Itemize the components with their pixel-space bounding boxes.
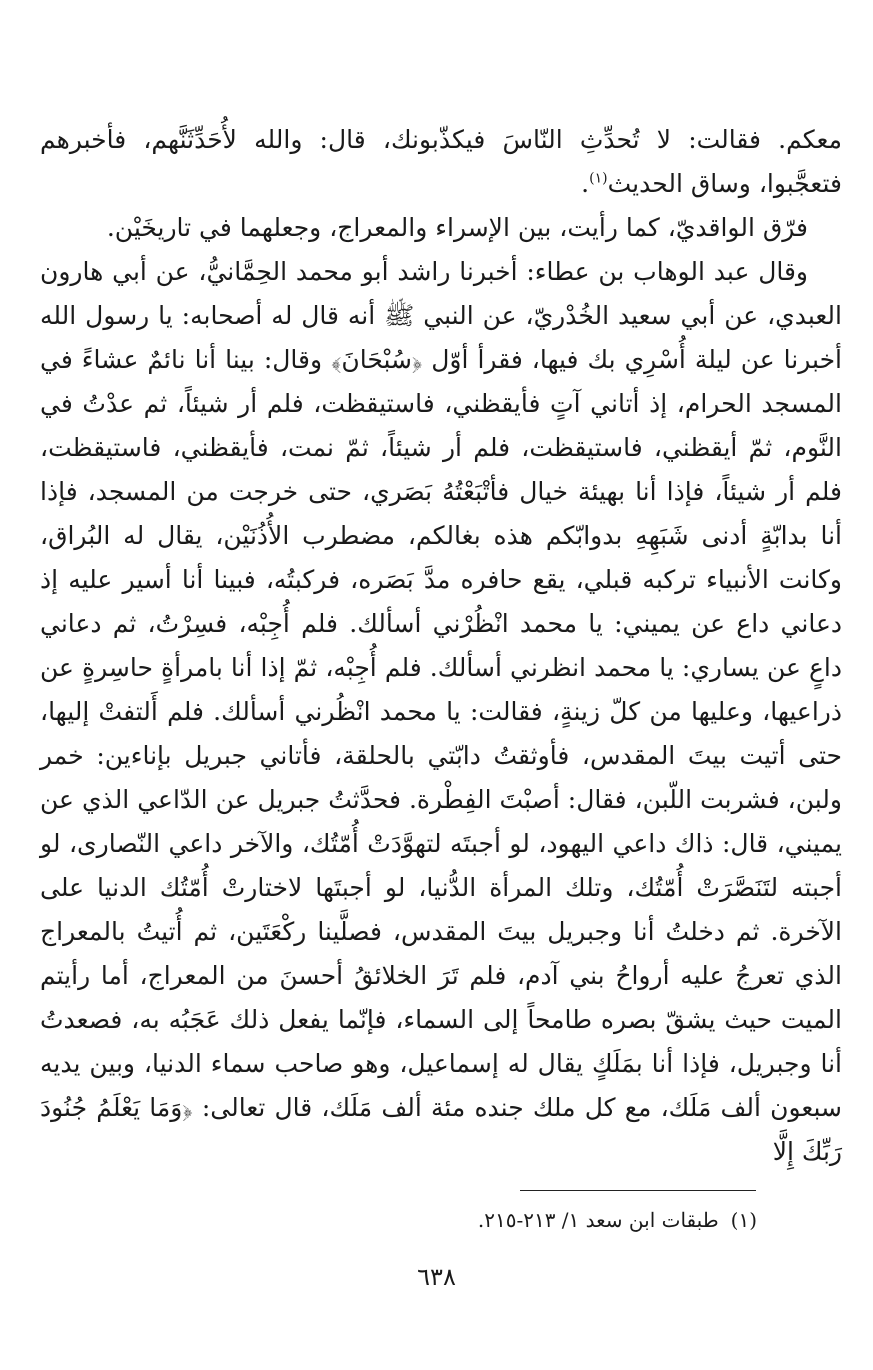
- page-number: ٦٣٨: [417, 1263, 456, 1291]
- footnote-number: (١): [730, 1208, 757, 1232]
- footnote-reference: (١): [589, 170, 608, 187]
- paragraph-1-end: .: [581, 169, 590, 198]
- footnote: [57, 1205, 757, 1235]
- paragraph-1-text: معكم. فقالت: لا تُحدِّثِ النّاسَ فيكذّبونك، قال: والله لأُحَدِّثَنَّهم، فأخبرهم فتعجَّبوا، وساق الحديث: [40, 125, 842, 198]
- paragraph-2: فرّق الواقديّ، كما رأيت، بين الإسراء والمعراج، وجعلهما في تاريخَيْن.: [106, 213, 808, 242]
- paragraph-1: [40, 118, 842, 206]
- footnote-text: طبقات ابن سعد ١/ ٢١٣-٢١٥.: [477, 1208, 719, 1232]
- paragraph-3: وقال عبد الوهاب بن عطاء: أخبرنا راشد أبو محمد الحِمَّانيُّ، عن أبي هارون العبدي، عن أبي سعيد الخُدْريّ، عن النبي ﷺ أنه قال له أصحابه: يا رسول الله أخبرنا عن ليلة أُسْرِي بك فيها، فقرأ أوّل ﴿سُبْحَانَ﴾ وقال: بينا أنا نائمٌ عشاءً في المسجد الحرام، إذ أتاني آتٍ فأيقظني، فاستيقظت، فلم أر شيئاً، ثم عدْتُ في النَّوم، ثمّ أيقظني، فاستيقظت، فلم أر شيئاً، ثمّ نمت، فأيقظني، فاستيقظت، فلم أر شيئاً، فإذا أنا بهيئة خيال فأتْبَعْتُهُ بَصَري، حتى خرجت من المسجد، فإذا أنا بدابّةٍ أدنى شَبَهِهِ بدوابّكم هذه بغالكم، مضطرب الأُذُنَيْن، يقال له البُراق، وكانت الأنبياء تركبه قبلي، يقع حافره مدَّ بَصَره، فركبتُه، فبينا أنا أسير عليه إذ دعاني داع عن يميني: يا محمد انْظُرْني أسألك. فلم أُجِبْه، فسِرْتُ، ثم دعاني داعٍ عن يساري: يا محمد انظرني أسألك. فلم أُجِبْه، ثمّ إذا أنا بامرأةٍ حاسِرةٍ عن ذراعيها، وعليها من كلّ زينةٍ، فقالت: يا محمد انْظُرني أسألك. فلم أَلتفتْ إليها، حتى أتيت بيتَ المقدس، فأوثقتُ دابّتي بالحلقة، فأتاني جبريل بإناءين: خمر ولبن، فشربت اللّبن، فقال: أصبْتَ الفِطْرة. فحدَّثتُ جبريل عن الدّاعي الذي عن يميني، قال: ذاك داعي اليهود، لو أجبتَه لتهوَّدَتْ أُمّتُك، والآخر داعي النّصارى، لو أجبته لتَنَصَّرَتْ أُمّتُك، وتلك المرأة الدُّنيا، لو أجبتَها لاختارتْ أُمّتُك الدنيا على الآخرة. ثم دخلتُ أنا وجبريل بيتَ المقدس، فصلَّينا ركْعَتَين، ثم أُتيتُ بالمعراج الذي تعرجُ عليه أرواحُ بني آدم، فلم تَرَ الخلائقُ أحسنَ من المعراج، أما رأيتم الميت حيث يشقّ بصره طامحاً إلى السماء، فإنّما يفعل ذلك عَجَبُه به، فصعدتُ أنا وجبريل، فإذا أنا بمَلَكٍ يقال له إسماعيل، وهو صاحب سماء الدنيا، وبين يديه سبعون ألف مَلَك، مع كل ملك جنده مئة ألف مَلَك، قال تعالى: ﴿وَمَا يَعْلَمُ جُنُودَ رَبِّكَ إِلَّا: [40, 257, 842, 1166]
- main-text: [40, 118, 842, 1174]
- page-body: [40, 118, 842, 1174]
- footnote-separator: [520, 1190, 756, 1191]
